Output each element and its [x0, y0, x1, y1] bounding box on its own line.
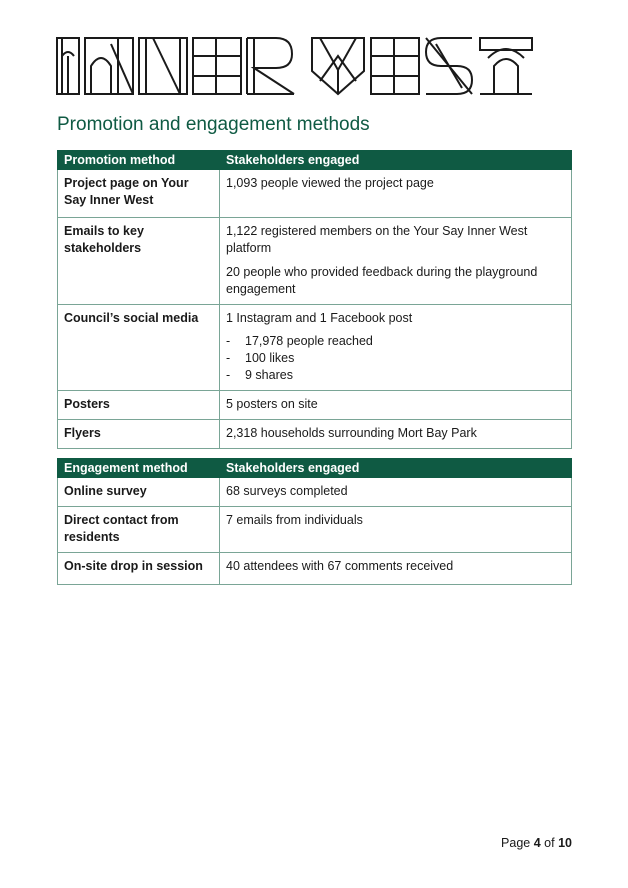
table-row [58, 478, 572, 507]
list-item: - 17,978 people reached [226, 333, 565, 350]
column-header: Stakeholders engaged [220, 459, 572, 478]
stakeholders-cell [220, 507, 572, 553]
cell-text: 7 emails from individuals [226, 513, 363, 527]
stakeholders-cell [220, 218, 572, 305]
method-cell: On-site drop in session [58, 553, 220, 585]
column-header: Stakeholders engaged [220, 151, 572, 170]
table-row [58, 305, 572, 391]
cell-text: 5 posters on site [226, 397, 318, 411]
column-header: Engagement method [58, 459, 220, 478]
section-heading: Promotion and engagement methods [57, 114, 370, 135]
method-cell: Posters [58, 391, 220, 420]
table-row [58, 507, 572, 553]
page-total: 10 [558, 836, 572, 850]
method-cell: Flyers [58, 420, 220, 449]
dash-list [226, 333, 565, 384]
cell-text: 2,318 households surrounding Mort Bay Park [226, 426, 477, 440]
stakeholders-cell [220, 553, 572, 585]
list-item: - 100 likes [226, 350, 565, 367]
stakeholders-cell [220, 305, 572, 391]
cell-text: 40 attendees with 67 comments received [226, 559, 454, 573]
table-row [58, 420, 572, 449]
table-header-row [58, 459, 572, 478]
engagement-table [57, 458, 572, 585]
inner-west-logo [56, 36, 534, 96]
stakeholders-cell [220, 391, 572, 420]
column-header: Promotion method [58, 151, 220, 170]
table-row [58, 170, 572, 218]
table-header-row [58, 151, 572, 170]
method-cell: Online survey [58, 478, 220, 507]
method-cell: Project page on Your Say Inner West [58, 170, 220, 218]
stakeholders-cell [220, 478, 572, 507]
cell-text: 1 Instagram and 1 Facebook post [226, 311, 413, 325]
cell-text: 1,093 people viewed the project page [226, 176, 434, 190]
method-cell: Direct contact from residents [58, 507, 220, 553]
page-number [501, 836, 572, 850]
cell-text: 68 surveys completed [226, 484, 348, 498]
stakeholders-cell [220, 420, 572, 449]
method-cell: Council’s social media [58, 305, 220, 391]
cell-text: 1,122 registered members on the Your Say Inner West platform [226, 224, 528, 255]
list-item: - 9 shares [226, 367, 565, 384]
page-current: 4 [533, 836, 541, 850]
page-of: of [544, 836, 555, 850]
table-row [58, 391, 572, 420]
table-row [58, 218, 572, 305]
table-row [58, 553, 572, 585]
method-cell: Emails to key stakeholders [58, 218, 220, 305]
page-prefix: Page [501, 836, 531, 850]
stakeholders-cell [220, 170, 572, 218]
cell-text: 20 people who provided feedback during the playground engagement [226, 265, 538, 296]
promotion-table [57, 150, 572, 449]
